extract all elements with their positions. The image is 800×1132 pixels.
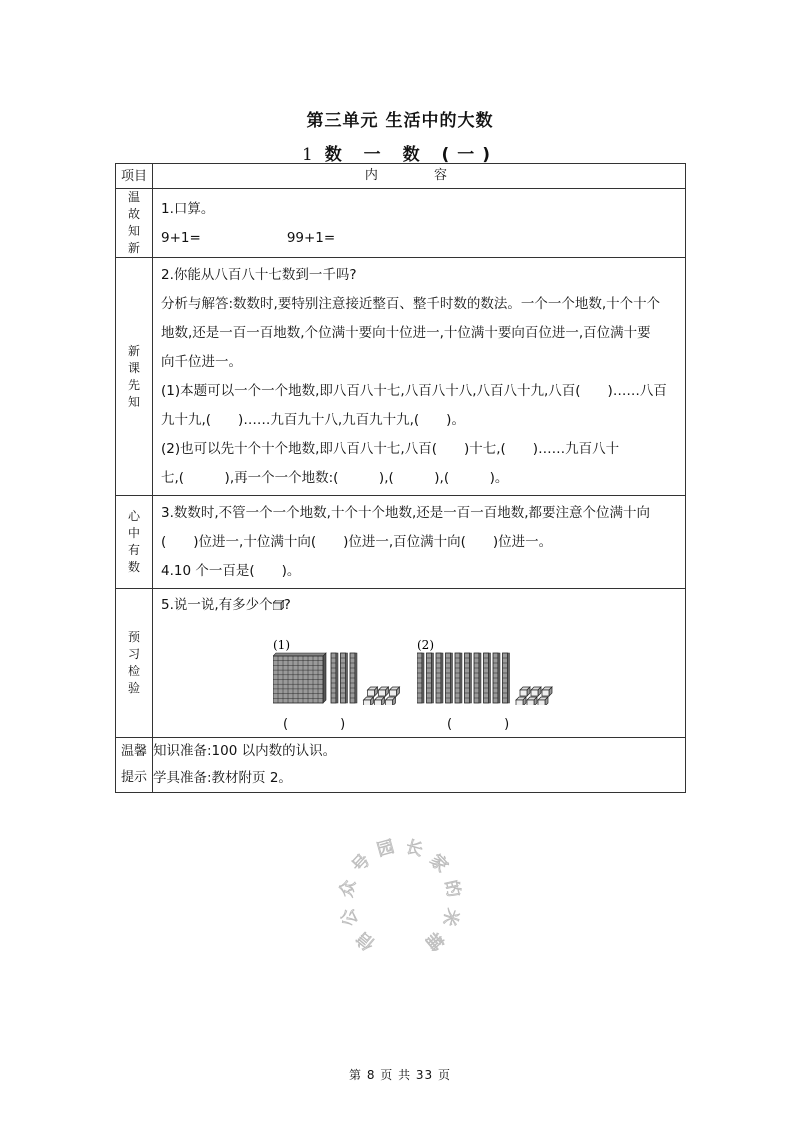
question-3-line-1: 3.数数时,不管一个一个地数,十个十个地数,还是一百一百地数,都要注意个位满十向 <box>161 505 651 521</box>
seal-char: 信 <box>352 927 379 954</box>
header-item: 项目 <box>116 164 153 189</box>
row-label-new-lesson: 新课先知 <box>116 258 153 496</box>
row-tips <box>116 738 686 793</box>
calc-1: 9+1= <box>161 230 201 246</box>
row-label-key-points: 心中有数 <box>116 496 153 589</box>
question-3-line-2: ( )位进一,十位满十向( )位进一,百位满十向( )位进一。 <box>161 534 553 550</box>
part-1-line-2: 九十九,( )……九百九十八,九百九十九,( )。 <box>161 412 465 428</box>
calc-2: 99+1= <box>286 230 336 246</box>
analysis-line-2: 地数,还是一百一百地数,个位满十要向十位进一,十位满十要向百位进一,百位满十要 <box>161 325 651 341</box>
tip-materials: 学具准备:教材附页 2。 <box>153 770 292 786</box>
row-label-preview-check: 预习检验 <box>116 589 153 738</box>
row-new-lesson <box>116 258 686 496</box>
watermark-seal <box>330 830 470 970</box>
seal-char: 米 <box>437 905 463 929</box>
lesson-name: 数 一 数 (一) <box>324 145 499 165</box>
question-2: 2.你能从八百八十七数到一千吗? <box>161 267 357 283</box>
question-1: 1.口算。 <box>161 201 215 217</box>
analysis-line-3: 向千位进一。 <box>161 354 242 370</box>
unit-title: 第三单元 生活中的大数 <box>306 111 494 131</box>
question-4: 4.10 个一百是( )。 <box>161 563 301 579</box>
part-1-line-1: (1)本题可以一个一个地数,即八百八十七,八百八十八,八百八十九,八百( )……八百 <box>161 383 667 399</box>
figure-2 <box>417 639 587 705</box>
seal-char: 的 <box>440 878 464 900</box>
figure-1-tag: (1) <box>273 639 290 652</box>
unit-cube-icon <box>273 600 284 610</box>
answer-2-blank[interactable]: ( ) <box>447 717 510 732</box>
seal-char: 公 <box>337 905 363 929</box>
figure-2-tag: (2) <box>417 639 434 652</box>
seal-char: 号 <box>348 850 375 877</box>
seal-char: 辅 <box>421 927 448 954</box>
lesson-title <box>0 140 800 165</box>
row-preview-check <box>116 589 686 738</box>
mental-math <box>161 224 677 253</box>
seal-char: 长 <box>403 837 426 861</box>
part-2-line-2: 七,( ),再一个一个地数:( ),( ),( )。 <box>161 470 509 486</box>
row-label-review: 温故知新 <box>116 189 153 258</box>
header-content: 内 容 <box>153 164 686 189</box>
part-2-line-1: (2)也可以先十个十个地数,即八百八十七,八百( )十七,( )……九百八十 <box>161 441 620 457</box>
page-footer: 第 8 页 共 33 页 <box>349 1068 451 1082</box>
worksheet-table <box>115 163 686 793</box>
tip-knowledge: 知识准备:100 以内数的认识。 <box>153 743 337 759</box>
lesson-number: 1 <box>301 145 313 165</box>
figure-1 <box>273 639 403 705</box>
analysis-line-1: 分析与解答:数数时,要特别注意接近整百、整千时数的数法。一个一个地数,十个十个 <box>161 296 661 312</box>
seal-char: 众 <box>336 878 360 900</box>
row-label-tips: 温馨 提示 <box>116 738 153 793</box>
row-key-points <box>116 496 686 589</box>
seal-char: 家 <box>425 850 452 877</box>
seal-char: 园 <box>374 837 397 861</box>
table-header-row <box>116 164 686 189</box>
row-review <box>116 189 686 258</box>
question-5: 5.说一说,有多少个 ? <box>161 597 291 613</box>
answer-1-blank[interactable]: ( ) <box>283 717 346 732</box>
